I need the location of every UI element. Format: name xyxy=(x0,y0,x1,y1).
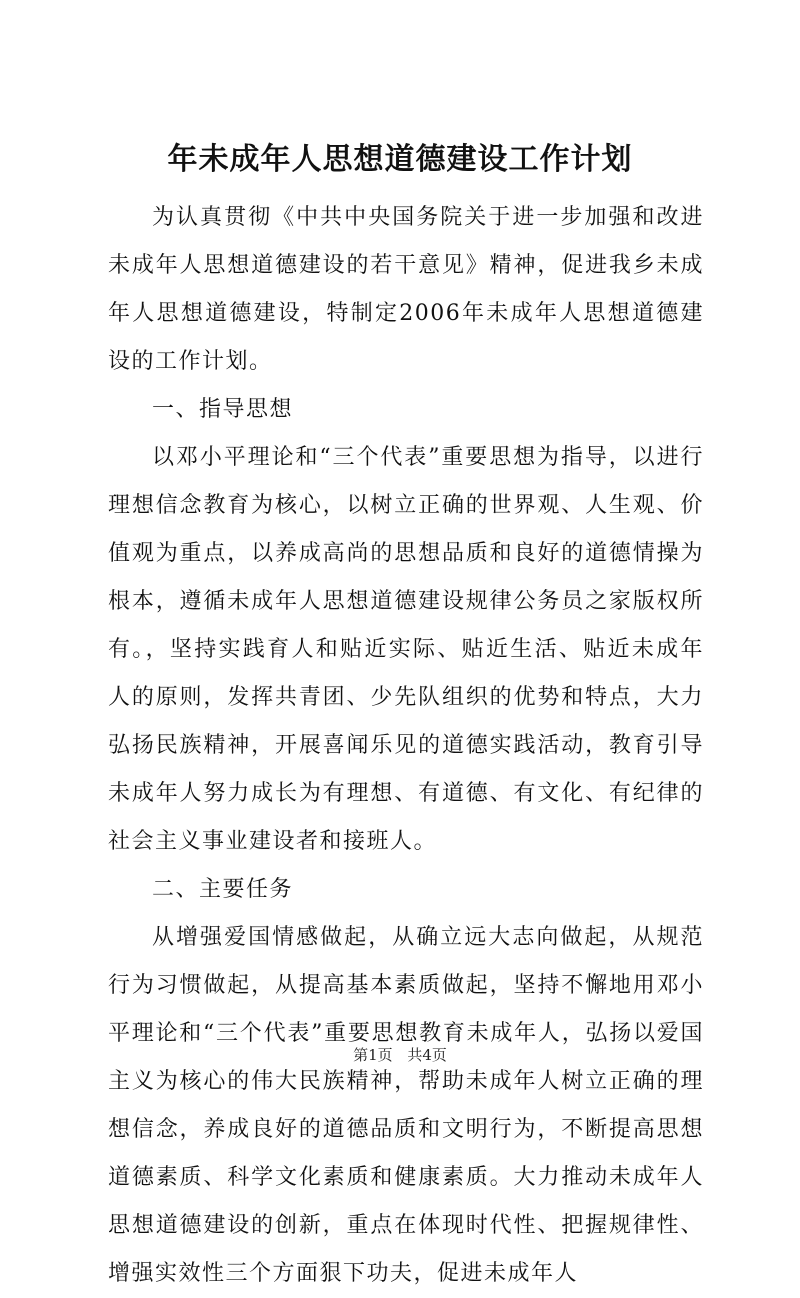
guiding-ideology-paragraph: 以邓小平理论和“三个代表”重要思想为指导，以进行理想信念教育为核心，以树立正确的世界观、人生观、价值观为重点，以养成高尚的思想品质和良好的道德情操为根本，遵循未成年人思想道德建设规律公务员之家版权所有。，坚持实践育人和贴近实际、贴近生活、贴近未成年人的原则，发挥共青团、少先队组织的优势和特点，大力弘扬民族精神，开展喜闻乐见的道德实践活动，教育引导未成年人努力成长为有理想、有道德、有文化、有纪律的社会主义事业建设者和接班人。 xyxy=(108,445,704,854)
document-title: 年未成年人思想道德建设工作计划 xyxy=(167,142,633,177)
section-heading-guiding-ideology: 一、指导思想 xyxy=(152,397,294,422)
page-number: 第1页 xyxy=(353,1046,393,1064)
main-tasks-paragraph: 从增强爱国情感做起，从确立远大志向做起，从规范行为习惯做起，从提高基本素质做起，坚持不懈地用邓小平理论和“三个代表”重要思想教育未成年人，弘扬以爱国主义为核心的伟大民族精神，帮助未成年人树立正确的理想信念，养成良好的道德品质和文明行为，不断提高思想道德素质、科学文化素质和健康素质。大力推动未成年人思想道德建设的创新，重点在体现时代性、把握规律性、增强实效性三个方面狠下功夫，促进未成年人 xyxy=(108,925,704,1286)
page-footer xyxy=(0,1045,800,1065)
page-total: 共4页 xyxy=(407,1046,447,1064)
intro-paragraph: 为认真贯彻《中共中央国务院关于进一步加强和改进未成年人思想道德建设的若干意见》精神，促进我乡未成年人思想道德建设，特制定2006年未成年人思想道德建设的工作计划。 xyxy=(108,205,704,374)
document-body xyxy=(108,194,704,1298)
section-heading-main-tasks: 二、主要任务 xyxy=(152,877,294,902)
